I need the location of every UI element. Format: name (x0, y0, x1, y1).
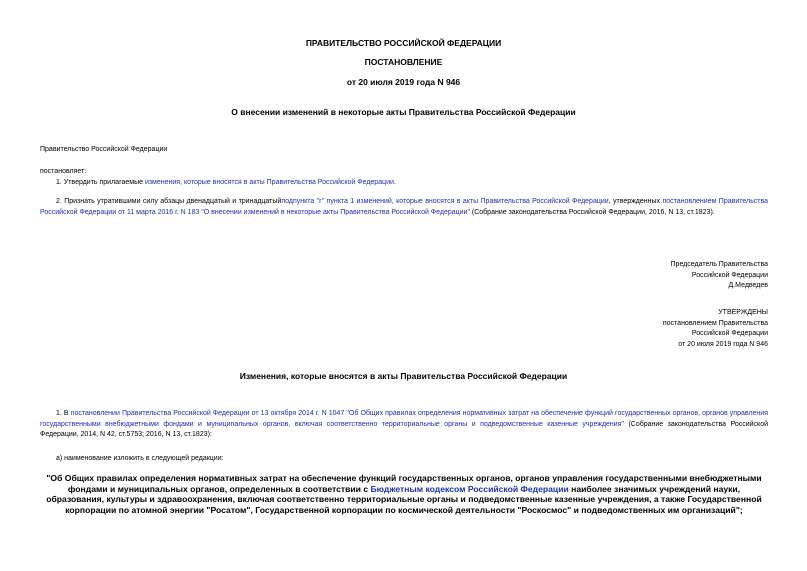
document-type: ПОСТАНОВЛЕНИЕ (364, 57, 443, 67)
approved-by: постановлением Правительства (662, 319, 768, 327)
document-date-number: от 20 июля 2019 года N 946 (346, 77, 461, 87)
approved-block (663, 308, 768, 350)
signature-position: Председатель Правительства (670, 261, 768, 268)
approved-label: УТВЕРЖДЕНЫ (718, 309, 768, 316)
signature-block (671, 260, 768, 292)
resolution-183-link[interactable]: постановлением Правительства Российской Федерации от 11 марта 2016 г. N 183 "О внесении изменений в некоторые акты Правительства Российской Федерации" (40, 198, 769, 216)
document-title: О внесении изменений в некоторые акты Правительства Российской Федерации (231, 107, 576, 117)
approved-country: Российской Федерации (691, 330, 768, 338)
approved-date: от 20 июля 2019 года N 946 (678, 340, 768, 348)
government-name: Правительство Российской Федерации (40, 146, 168, 153)
decides-label: постановляет: (40, 168, 87, 175)
subpoint-link[interactable]: подпункта "г" пункта 1 изменений, которые вносятся в акты Правительства Российской Федерации (281, 198, 609, 205)
government-heading: ПРАВИТЕЛЬСТВО РОССИЙСКОЙ ФЕДЕРАЦИИ (305, 38, 502, 48)
signature-country: Российской Федерации (691, 271, 768, 279)
changes-title: Изменения, которые вносятся в акты Правительства Российской Федерации (239, 371, 568, 381)
new-title-quote: "Об Общих правилах определения нормативных затрат на обеспечение функций государственных органов, органов управления государственными внебюджетными фондами и муниципальных органов, определенных в соответствии с Бюджетным кодексом Российской Федерации наиболее значимых учреждений науки, образования, культуры и здравоохранения, включая соответственно территориальные органы и подведомственные казенные учреждения, а также Государственной корпорации по атомной энергии "Росатом", Государственной корпорации по космической деятельности "Роскосмос" и подведомственных им организаций"; (46, 473, 762, 515)
resolution-1047-link[interactable]: постановлении Правительства Российской Федерации от 13 октября 2014 г. N 1047 "Об Общих правилах определения нормативных затрат на обеспечение функций государственных органов, органов управления государственными внебюджетными фондами и муниципальных органов, включая соответственно территориальные органы и подведомственные казенные учреждения" (40, 410, 768, 428)
paragraph-1: 1. Утвердить прилагаемые изменения, которые вносятся в акты Правительства Российской Федерации. (56, 179, 396, 186)
change-1: 1. В постановлении Правительства Российской Федерации от 13 октября 2014 г. N 1047 "Об Общих правилах определения нормативных затрат на обеспечение функций государственных органов, органов управления государственными внебюджетными фондами и муниципальных органов, включая соответственно территориальные органы и подведомственные казенные учреждения" (Собрание законодательства Российской Федерации, 2014, N 42, ст.5753; 2016, N 13, ст.1823): (40, 410, 768, 439)
signature-name: Д.Медведев (728, 282, 768, 290)
budget-code-link[interactable]: Бюджетным кодексом Российской Федерации (370, 483, 569, 494)
changes-link[interactable]: изменения, которые вносятся в акты Правительства Российской Федерации (144, 179, 394, 186)
paragraph-2: 2. Признать утратившими силу абзацы двенадцатый и тринадцатыйподпункта "г" пункта 1 изменений, которые вносятся в акты Правительства Российской Федерации, утвержденных постановлением Правительства Российской Федерации от 11 марта 2016 г. N 183 "О внесении изменений в некоторые акты Правительства Российской Федерации" (Собрание законодательства Российской Федерации, 2016, N 13, ст.1823). (40, 198, 769, 216)
subpoint-a: а) наименование изложить в следующей редакции: (56, 455, 224, 462)
